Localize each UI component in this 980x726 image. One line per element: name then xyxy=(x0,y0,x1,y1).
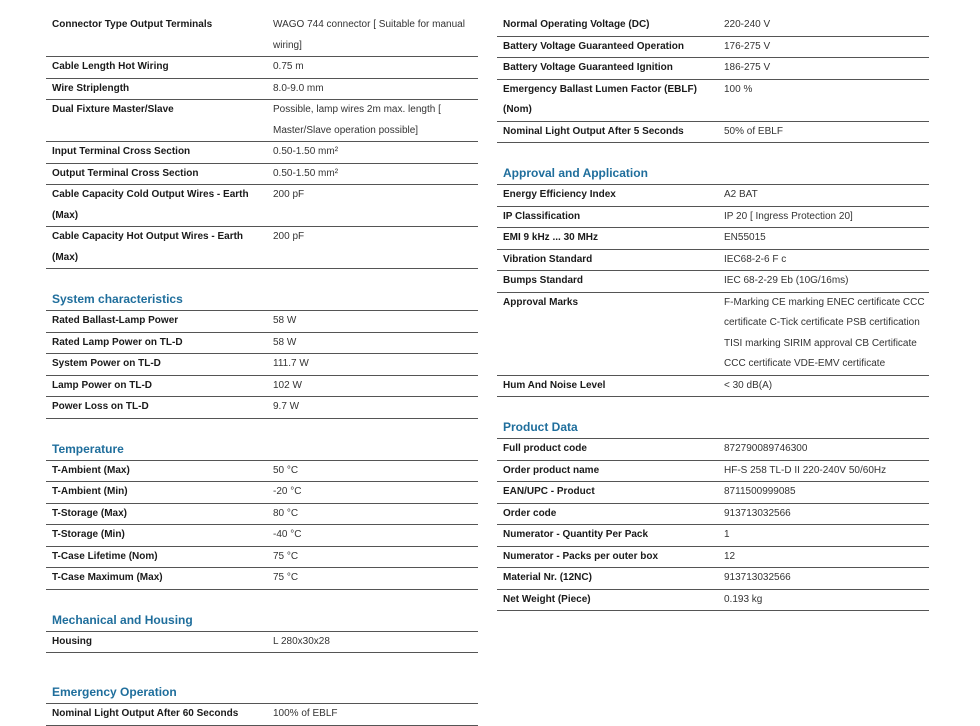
spec-label: Lamp Power on TL-D xyxy=(52,379,152,391)
spec-label: Battery Voltage Guaranteed Ignition xyxy=(503,62,673,73)
spec-value: 200 pF xyxy=(273,189,305,200)
spec-row xyxy=(46,376,478,398)
spec-label: T-Case Lifetime (Nom) xyxy=(52,550,158,562)
spec-row xyxy=(497,293,929,376)
spec-label: Battery Voltage Guaranteed Operation xyxy=(503,40,684,52)
spec-value: 220-240 V xyxy=(724,19,771,30)
spec-label: T-Storage (Min) xyxy=(52,529,125,540)
spec-row xyxy=(497,58,929,80)
spec-value: EN55015 xyxy=(724,232,766,243)
spec-label: Power Loss on TL-D xyxy=(52,401,149,412)
spec-value: < 30 dB(A) xyxy=(724,379,773,391)
spec-label: Output Terminal Cross Section xyxy=(52,167,199,179)
spec-value: IEC 68-2-29 Eb (10G/16ms) xyxy=(724,275,849,286)
spec-value: A2 BAT xyxy=(724,189,758,200)
spec-label: Rated Ballast-Lamp Power xyxy=(52,315,179,326)
spec-label: T-Ambient (Min) xyxy=(52,486,128,497)
spec-label: Approval Marks xyxy=(503,296,579,308)
spec-value: 0.75 m xyxy=(273,61,304,72)
spec-row xyxy=(46,100,478,142)
spec-row xyxy=(497,376,929,398)
spec-row xyxy=(497,80,929,122)
spec-value: Possible, lamp wires 2m max. length [ Master/Slave operation possible] xyxy=(273,104,441,136)
spec-value: 0.50-1.50 mm² xyxy=(273,167,339,179)
spec-value: HF-S 258 TL-D II 220-240V 50/60Hz xyxy=(724,464,887,476)
spec-row xyxy=(46,504,478,526)
spec-row xyxy=(46,227,478,269)
spec-value: -40 °C xyxy=(273,529,302,540)
spec-row xyxy=(497,122,929,144)
spec-row xyxy=(497,15,929,37)
emergency-operation-table xyxy=(46,704,478,726)
spec-value: 50% of EBLF xyxy=(724,125,783,137)
spec-row xyxy=(497,37,929,59)
spec-value: 913713032566 xyxy=(724,572,791,583)
spec-label: Nominal Light Output After 60 Seconds xyxy=(52,708,239,719)
section-title-approval-and-application: Approval and Application xyxy=(497,163,929,185)
spec-value: 176-275 V xyxy=(724,40,771,52)
general-spec-table xyxy=(46,15,478,269)
spec-label: Emergency Ballast Lumen Factor (EBLF) (Nom) xyxy=(503,83,697,115)
spec-label: Vibration Standard xyxy=(503,253,593,265)
spec-label: Wire Striplength xyxy=(52,82,130,94)
spec-label: EAN/UPC - Product xyxy=(503,486,595,497)
left-column xyxy=(46,15,478,726)
spec-row xyxy=(46,525,478,547)
spec-label: Energy Efficiency Index xyxy=(503,189,616,200)
spec-row xyxy=(46,632,478,654)
spec-value: IP 20 [ Ingress Protection 20] xyxy=(724,210,853,222)
spec-value: 58 W xyxy=(273,336,297,348)
spec-row xyxy=(46,354,478,376)
spec-row xyxy=(497,547,929,569)
spec-value: 102 W xyxy=(273,379,302,391)
spec-value: 1 xyxy=(724,529,730,540)
spec-value: 12 xyxy=(724,550,736,562)
mechanical-table xyxy=(46,632,478,654)
spec-row xyxy=(46,333,478,355)
spec-label: Input Terminal Cross Section xyxy=(52,146,191,157)
spec-label: T-Ambient (Max) xyxy=(52,464,130,476)
spec-value: L 280x30x28 xyxy=(273,635,330,647)
section-title-mechanical-and-housing: Mechanical and Housing xyxy=(46,610,478,632)
spec-label: Numerator - Packs per outer box xyxy=(503,550,659,562)
spec-label: T-Storage (Max) xyxy=(52,507,128,519)
spec-label: System Power on TL-D xyxy=(52,358,161,369)
spec-label: T-Case Maximum (Max) xyxy=(52,572,163,583)
section-title-temperature: Temperature xyxy=(46,439,478,461)
spec-row xyxy=(497,482,929,504)
spec-label: Cable Capacity Hot Output Wires - Earth (Max) xyxy=(52,231,244,263)
spec-row xyxy=(497,207,929,229)
spec-row xyxy=(497,228,929,250)
spec-value: 58 W xyxy=(273,315,297,326)
spec-row xyxy=(497,525,929,547)
spec-row xyxy=(497,185,929,207)
spec-row xyxy=(46,311,478,333)
section-title-emergency-operation: Emergency Operation xyxy=(46,682,478,704)
approval-table xyxy=(497,185,929,397)
spec-row xyxy=(46,547,478,569)
spec-label: EMI 9 kHz ... 30 MHz xyxy=(503,232,599,243)
spec-label: Numerator - Quantity Per Pack xyxy=(503,529,649,540)
emergency-voltage-table xyxy=(497,15,929,143)
spec-value: 9.7 W xyxy=(273,401,300,412)
spec-row xyxy=(46,461,478,483)
section-title-product-data: Product Data xyxy=(497,417,929,439)
spec-row xyxy=(46,57,478,79)
spec-value: -20 °C xyxy=(273,486,302,497)
spec-value: 80 °C xyxy=(273,507,299,519)
spec-value: 200 pF xyxy=(273,231,305,242)
spec-label: Connector Type Output Terminals xyxy=(52,19,213,30)
temperature-table xyxy=(46,461,478,590)
product-data-table xyxy=(497,439,929,611)
spec-label: Normal Operating Voltage (DC) xyxy=(503,19,650,30)
spec-row xyxy=(497,590,929,612)
spec-label: Cable Capacity Cold Output Wires - Earth (Max) xyxy=(52,189,249,221)
spec-row xyxy=(497,568,929,590)
spec-label: Order code xyxy=(503,507,557,519)
spec-label: Bumps Standard xyxy=(503,275,584,286)
spec-row xyxy=(497,439,929,461)
spec-row xyxy=(46,164,478,186)
spec-value: 0.193 kg xyxy=(724,593,763,605)
spec-row xyxy=(497,461,929,483)
spec-label: Dual Fixture Master/Slave xyxy=(52,104,174,115)
spec-label: Cable Length Hot Wiring xyxy=(52,61,169,72)
spec-label: Order product name xyxy=(503,464,600,476)
spec-value: 75 °C xyxy=(273,550,299,562)
spec-label: Full product code xyxy=(503,443,587,454)
spec-row xyxy=(497,250,929,272)
spec-value: F-Marking CE marking ENEC certificate CCC certificate C-Tick certificate PSB certification TISI marking SIRIM approval CB Certificate CCC certificate VDE-EMV certificate xyxy=(724,296,925,369)
spec-row xyxy=(46,79,478,101)
spec-row xyxy=(46,704,478,726)
spec-row xyxy=(46,482,478,504)
spec-value: 50 °C xyxy=(273,464,299,476)
spec-label: Material Nr. (12NC) xyxy=(503,572,592,583)
spec-value: 186-275 V xyxy=(724,62,771,73)
section-title-system-characteristics: System characteristics xyxy=(46,289,478,311)
spec-row xyxy=(46,185,478,227)
spec-value: WAGO 744 connector [ Suitable for manual wiring] xyxy=(273,19,465,51)
spec-value: IEC68-2-6 F c xyxy=(724,253,787,265)
spec-label: Nominal Light Output After 5 Seconds xyxy=(503,125,684,137)
spec-row xyxy=(46,142,478,164)
spec-value: 0.50-1.50 mm² xyxy=(273,146,339,157)
spec-row xyxy=(46,15,478,57)
spec-row xyxy=(497,504,929,526)
spec-value: 872790089746300 xyxy=(724,443,808,454)
spec-value: 75 °C xyxy=(273,572,299,583)
spec-value: 100 % xyxy=(724,83,753,95)
spec-label: Housing xyxy=(52,635,92,647)
spec-label: Hum And Noise Level xyxy=(503,379,606,391)
spec-value: 913713032566 xyxy=(724,507,791,519)
spec-value: 111.7 W xyxy=(273,358,309,369)
spec-label: IP Classification xyxy=(503,210,581,222)
spec-row xyxy=(46,568,478,590)
spec-value: 100% of EBLF xyxy=(273,708,338,719)
spec-label: Net Weight (Piece) xyxy=(503,593,591,605)
right-column xyxy=(497,15,929,611)
system-characteristics-table xyxy=(46,311,478,419)
spec-value: 8711500999085 xyxy=(724,486,796,497)
spec-label: Rated Lamp Power on TL-D xyxy=(52,336,183,348)
spec-row xyxy=(46,397,478,419)
spec-row xyxy=(497,271,929,293)
spec-value: 8.0-9.0 mm xyxy=(273,82,324,94)
